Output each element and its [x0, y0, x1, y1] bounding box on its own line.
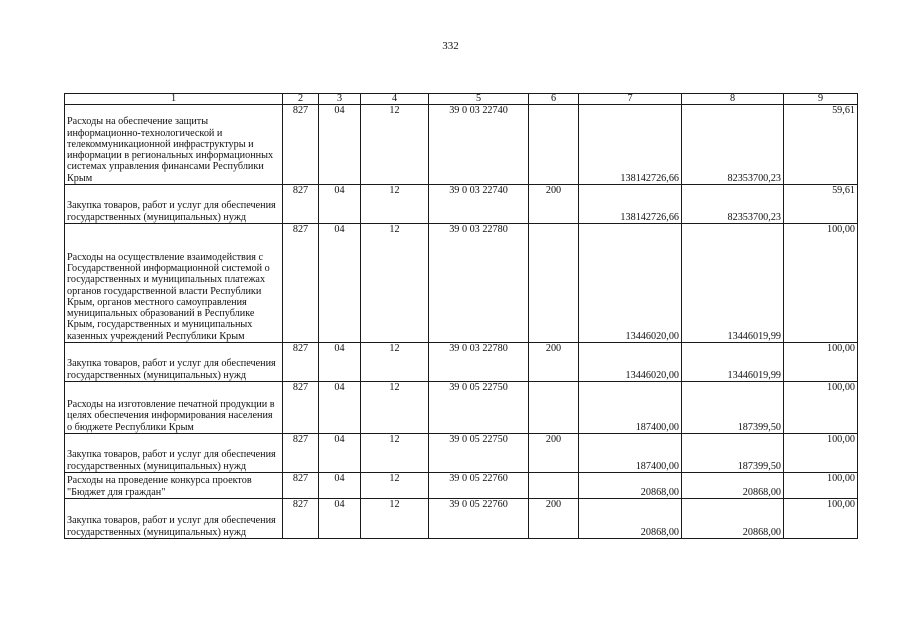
- cell-col7: 138142726,66: [579, 185, 682, 224]
- cell-col6: 200: [529, 185, 579, 224]
- header-row: [65, 94, 858, 105]
- cell-col3: 04: [319, 434, 361, 473]
- cell-col8: 13446019,99: [682, 343, 784, 382]
- column-header: 4: [361, 94, 429, 105]
- cell-col2: 827: [283, 343, 319, 382]
- cell-col9: 100,00: [784, 473, 858, 499]
- cell-col7: 187400,00: [579, 382, 682, 434]
- cell-col9: 100,00: [784, 343, 858, 382]
- cell-col4: 12: [361, 382, 429, 434]
- cell-col9: 100,00: [784, 224, 858, 343]
- row-name: Закупка товаров, работ и услуг для обеспечения государственных (муниципальных) нужд: [65, 343, 283, 382]
- table-row: [65, 105, 858, 185]
- cell-col5: 39 0 05 22750: [429, 434, 529, 473]
- cell-col3: 04: [319, 499, 361, 539]
- row-name: Расходы на осуществление взаимодействия с Государственной информационной системой о государственных и муниципальных платежах органов государственной власти Республики Крым, органов местного самоуправления муниципальных образований в Республике Крым, государственных и муниципальных казенных учреждений Республики Крым: [65, 224, 283, 343]
- cell-col6: [529, 105, 579, 185]
- cell-col2: 827: [283, 382, 319, 434]
- cell-col5: 39 0 03 22780: [429, 224, 529, 343]
- cell-col8: 82353700,23: [682, 105, 784, 185]
- cell-col5: 39 0 03 22740: [429, 185, 529, 224]
- cell-col8: 20868,00: [682, 473, 784, 499]
- cell-col2: 827: [283, 105, 319, 185]
- cell-col7: 13446020,00: [579, 224, 682, 343]
- cell-col5: 39 0 05 22760: [429, 499, 529, 539]
- cell-col9: 59,61: [784, 105, 858, 185]
- table-row: [65, 224, 858, 343]
- table-row: [65, 499, 858, 539]
- cell-col6: [529, 382, 579, 434]
- cell-col4: 12: [361, 473, 429, 499]
- row-name: Закупка товаров, работ и услуг для обеспечения государственных (муниципальных) нужд: [65, 434, 283, 473]
- cell-col5: 39 0 05 22750: [429, 382, 529, 434]
- cell-col9: 59,61: [784, 185, 858, 224]
- cell-col4: 12: [361, 434, 429, 473]
- cell-col9: 100,00: [784, 434, 858, 473]
- cell-col3: 04: [319, 185, 361, 224]
- cell-col7: 187400,00: [579, 434, 682, 473]
- cell-col2: 827: [283, 499, 319, 539]
- cell-col8: 13446019,99: [682, 224, 784, 343]
- row-name: Закупка товаров, работ и услуг для обеспечения государственных (муниципальных) нужд: [65, 499, 283, 539]
- cell-col5: 39 0 05 22760: [429, 473, 529, 499]
- cell-col9: 100,00: [784, 499, 858, 539]
- cell-col7: 20868,00: [579, 473, 682, 499]
- cell-col4: 12: [361, 105, 429, 185]
- page-number: 332: [442, 40, 459, 52]
- column-header: 5: [429, 94, 529, 105]
- cell-col8: 20868,00: [682, 499, 784, 539]
- cell-col3: 04: [319, 224, 361, 343]
- budget-table: [64, 93, 858, 539]
- column-header: 8: [682, 94, 784, 105]
- cell-col7: 13446020,00: [579, 343, 682, 382]
- cell-col4: 12: [361, 185, 429, 224]
- cell-col2: 827: [283, 473, 319, 499]
- column-header: 1: [65, 94, 283, 105]
- cell-col3: 04: [319, 382, 361, 434]
- cell-col8: 187399,50: [682, 382, 784, 434]
- row-name: Расходы на обеспечение защиты информационно-технологической и телекоммуникационной инфраструктуры и информации в региональных информационных системах управления финансами Республики Крым: [65, 105, 283, 185]
- cell-col2: 827: [283, 185, 319, 224]
- column-header: 3: [319, 94, 361, 105]
- cell-col2: 827: [283, 224, 319, 343]
- cell-col8: 187399,50: [682, 434, 784, 473]
- cell-col3: 04: [319, 473, 361, 499]
- cell-col6: 200: [529, 343, 579, 382]
- table-row: [65, 434, 858, 473]
- cell-col4: 12: [361, 224, 429, 343]
- cell-col9: 100,00: [784, 382, 858, 434]
- cell-col3: 04: [319, 343, 361, 382]
- column-header: 7: [579, 94, 682, 105]
- cell-col4: 12: [361, 499, 429, 539]
- table-row: [65, 473, 858, 499]
- row-name: Расходы на проведение конкурса проектов "Бюджет для граждан": [65, 473, 283, 499]
- cell-col6: 200: [529, 499, 579, 539]
- row-name: Закупка товаров, работ и услуг для обеспечения государственных (муниципальных) нужд: [65, 185, 283, 224]
- cell-col6: [529, 224, 579, 343]
- cell-col5: 39 0 03 22780: [429, 343, 529, 382]
- cell-col5: 39 0 03 22740: [429, 105, 529, 185]
- column-header: 2: [283, 94, 319, 105]
- cell-col4: 12: [361, 343, 429, 382]
- cell-col6: 200: [529, 434, 579, 473]
- cell-col8: 82353700,23: [682, 185, 784, 224]
- cell-col2: 827: [283, 434, 319, 473]
- cell-col7: 138142726,66: [579, 105, 682, 185]
- row-name: Расходы на изготовление печатной продукции в целях обеспечения информирования населения о бюджете Республики Крым: [65, 382, 283, 434]
- cell-col3: 04: [319, 105, 361, 185]
- column-header: 6: [529, 94, 579, 105]
- table-row: [65, 382, 858, 434]
- cell-col6: [529, 473, 579, 499]
- table-row: [65, 343, 858, 382]
- column-header: 9: [784, 94, 858, 105]
- cell-col7: 20868,00: [579, 499, 682, 539]
- table-row: [65, 185, 858, 224]
